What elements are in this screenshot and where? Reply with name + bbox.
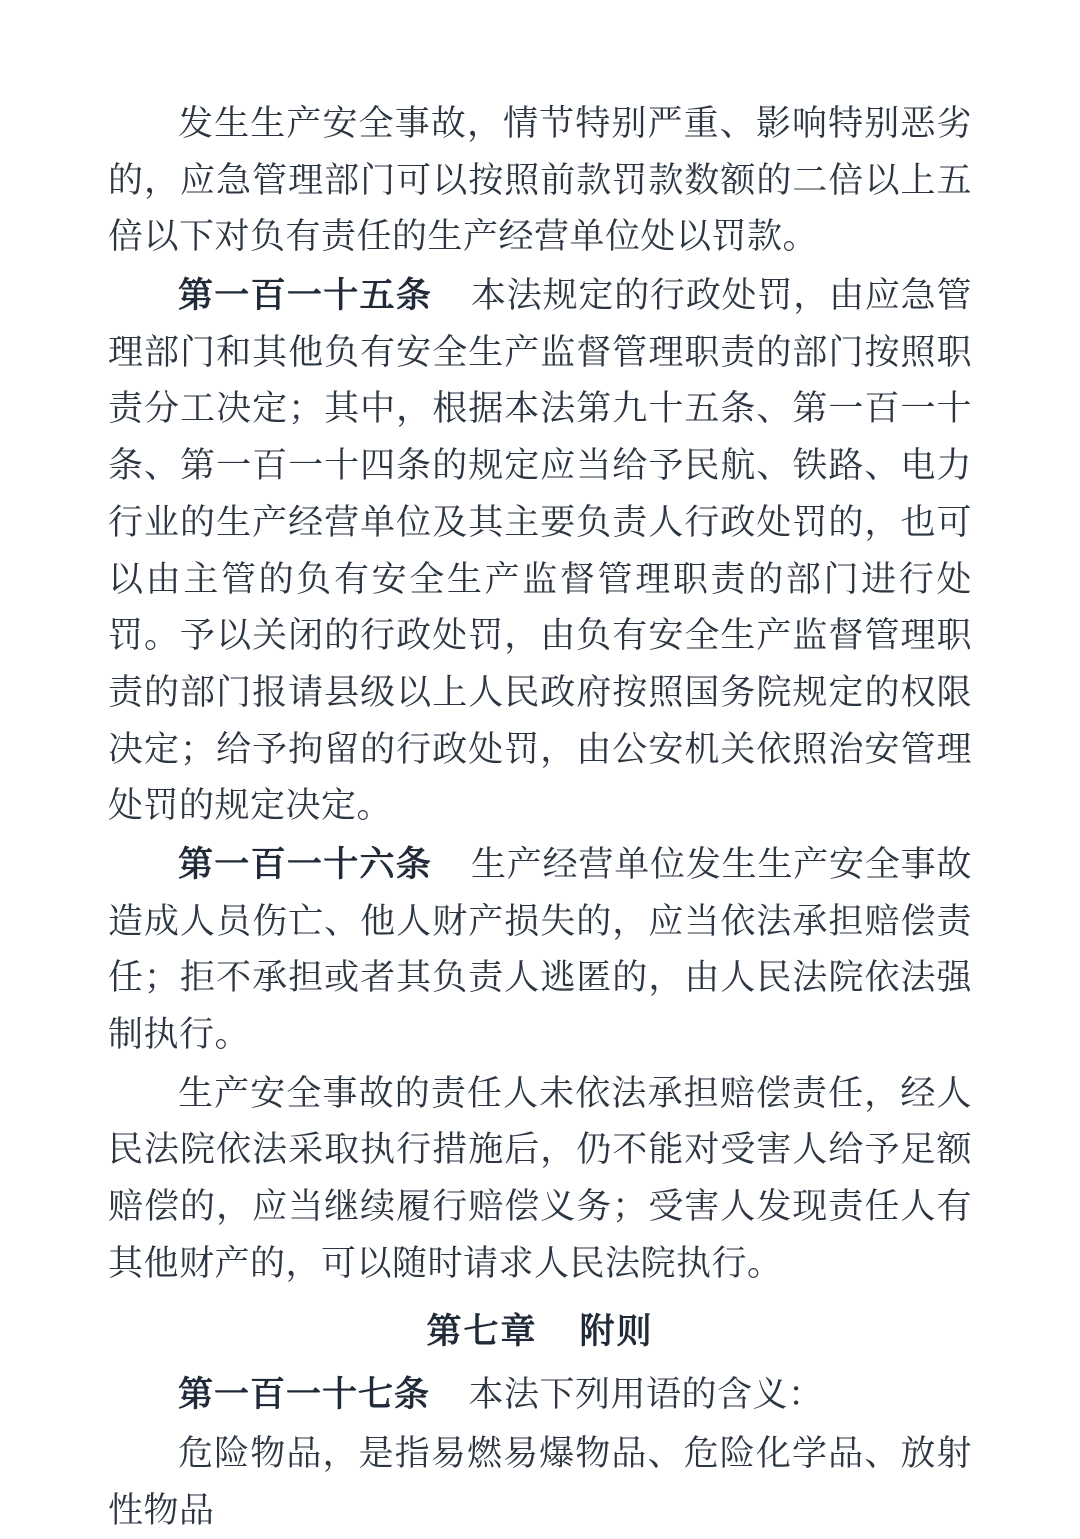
paragraph-text: 本法下列用语的含义： bbox=[468, 1375, 824, 1416]
document-body bbox=[108, 96, 972, 1539]
article-label: 第一百一十六条 bbox=[178, 843, 433, 885]
paragraph-text: 本法规定的行政处罚，由应急管理部门和其他负有安全生产监督管理职责的部门按照职责分工决定；其中，根据本法第九十五条、第一百一十条、第一百一十四条的规定应当给予民航、铁路、电力行业的生产经营单位及其主要负责人行政处罚的，也可以由主管的负有安全生产监督管理职责的部门进行处罚。予以关闭的行政处罚，由负有安全生产监督管理职责的部门报请县级以上人民政府按照国务院规定的权限决定；给予拘留的行政处罚，由公安机关依照治安管理处罚的规定决定。 bbox=[108, 276, 972, 827]
paragraph-article-115 bbox=[108, 268, 972, 835]
paragraph-body bbox=[108, 1426, 972, 1539]
paragraph-text: 危险物品，是指易燃易爆物品、危险化学品、放射性物品 bbox=[108, 1433, 972, 1531]
paragraph-article-116 bbox=[108, 837, 972, 1064]
paragraph-body bbox=[108, 1066, 972, 1293]
chapter-number: 第七章 bbox=[426, 1311, 538, 1353]
chapter-heading bbox=[108, 1304, 972, 1361]
paragraph-body bbox=[108, 96, 972, 266]
paragraph-article-117 bbox=[108, 1367, 972, 1424]
paragraph-text: 生产经营单位发生生产安全事故造成人员伤亡、他人财产损失的，应当依法承担赔偿责任；拒不承担或者其负责人逃匿的，由人民法院依法强制执行。 bbox=[108, 844, 972, 1055]
article-label: 第一百一十七条 bbox=[178, 1374, 431, 1416]
paragraph-text: 生产安全事故的责任人未依法承担赔偿责任，经人民法院依法采取执行措施后，仍不能对受害人给予足额赔偿的，应当继续履行赔偿义务；受害人发现责任人有其他财产的，可以随时请求人民法院执行。 bbox=[108, 1073, 972, 1284]
chapter-title: 附则 bbox=[579, 1311, 654, 1353]
article-label: 第一百一十五条 bbox=[178, 275, 433, 317]
paragraph-text: 发生生产安全事故，情节特别严重、影响特别恶劣的，应急管理部门可以按照前款罚款数额的二倍以上五倍以下对负有责任的生产经营单位处以罚款。 bbox=[108, 104, 972, 258]
